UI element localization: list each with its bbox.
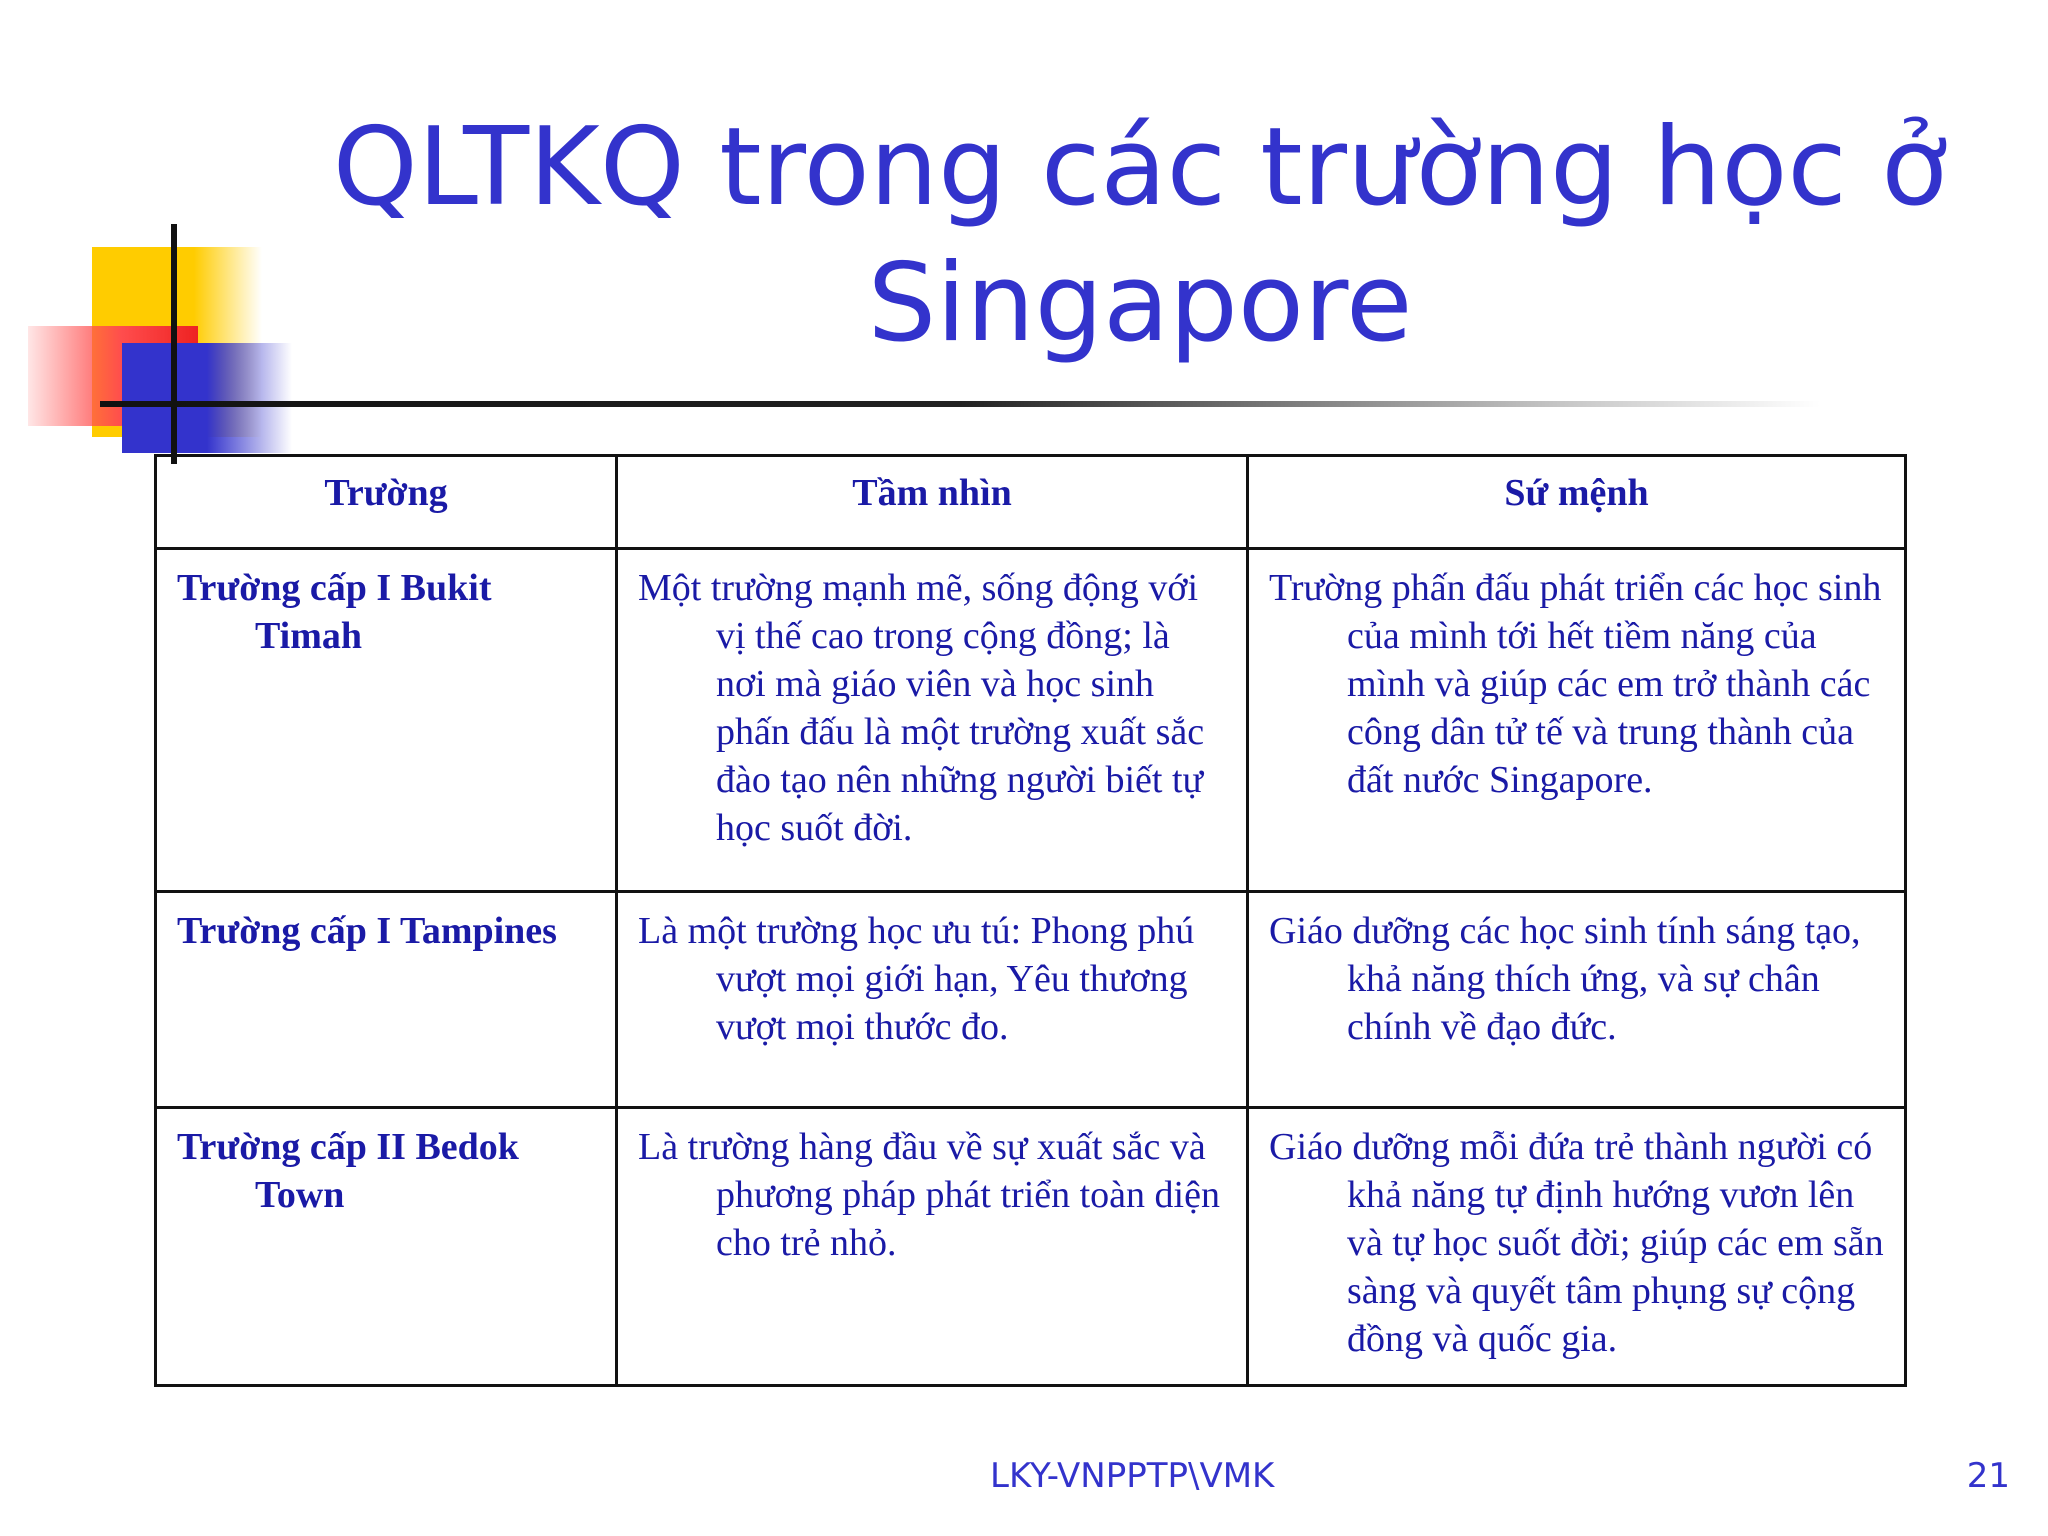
vision-cell xyxy=(617,549,1248,892)
schools-table-wrapper xyxy=(154,454,1907,1387)
mission-cell xyxy=(1248,549,1906,892)
vision-text: Là một trường học ưu tú: Phong phú vượt mọi giới hạn, Yêu thương vượt mọi thước đo. xyxy=(638,910,1195,1048)
decor-horizontal-line xyxy=(100,401,1820,407)
vision-text: Là trường hàng đầu về sự xuất sắc và phương pháp phát triển toàn diện cho trẻ nhỏ. xyxy=(638,1126,1220,1264)
school-name: Trường cấp I Tampines xyxy=(177,910,557,952)
footer-text: LKY-VNPPTP\VMK xyxy=(990,1456,1275,1496)
school-cell xyxy=(156,1108,617,1386)
school-cell xyxy=(156,549,617,892)
table-row xyxy=(156,549,1906,892)
table-header-row xyxy=(156,456,1906,549)
vision-text: Một trường mạnh mẽ, sống động với vị thế cao trong cộng đồng; là nơi mà giáo viên và học sinh phấn đấu là một trường xuất sắc đào tạo nên những người biết tự học suốt đời. xyxy=(638,567,1205,849)
mission-cell xyxy=(1248,892,1906,1108)
slide-title-line1: QLTKQ trong các trường học ở xyxy=(332,105,1948,230)
schools-table xyxy=(154,454,1907,1387)
mission-cell xyxy=(1248,1108,1906,1386)
page-number: 21 xyxy=(1966,1456,2010,1496)
vision-cell xyxy=(617,892,1248,1108)
header-vision: Tầm nhìn xyxy=(617,456,1248,549)
mission-text: Trường phấn đấu phát triển các học sinh của mình tới hết tiềm năng của mình và giúp các em trở thành các công dân tử tế và trung thành của đất nước Singapore. xyxy=(1269,567,1882,801)
school-name: Trường cấp II Bedok Town xyxy=(177,1126,519,1216)
header-mission: Sứ mệnh xyxy=(1248,456,1906,549)
decor-vertical-line xyxy=(171,224,177,464)
decor-blue-square xyxy=(122,343,292,453)
school-cell xyxy=(156,892,617,1108)
slide-title xyxy=(300,100,1980,372)
mission-text: Giáo dưỡng mỗi đứa trẻ thành người có khả năng tự định hướng vươn lên và tự học suốt đời; giúp các em sẵn sàng và quyết tâm phụng sự cộng đồng và quốc gia. xyxy=(1269,1126,1884,1360)
mission-text: Giáo dưỡng các học sinh tính sáng tạo, khả năng thích ứng, và sự chân chính về đạo đức. xyxy=(1269,910,1861,1048)
header-school: Trường xyxy=(156,456,617,549)
slide-title-line2: Singapore xyxy=(867,241,1413,366)
table-row xyxy=(156,1108,1906,1386)
table-row xyxy=(156,892,1906,1108)
vision-cell xyxy=(617,1108,1248,1386)
school-name: Trường cấp I Bukit Timah xyxy=(177,567,492,657)
